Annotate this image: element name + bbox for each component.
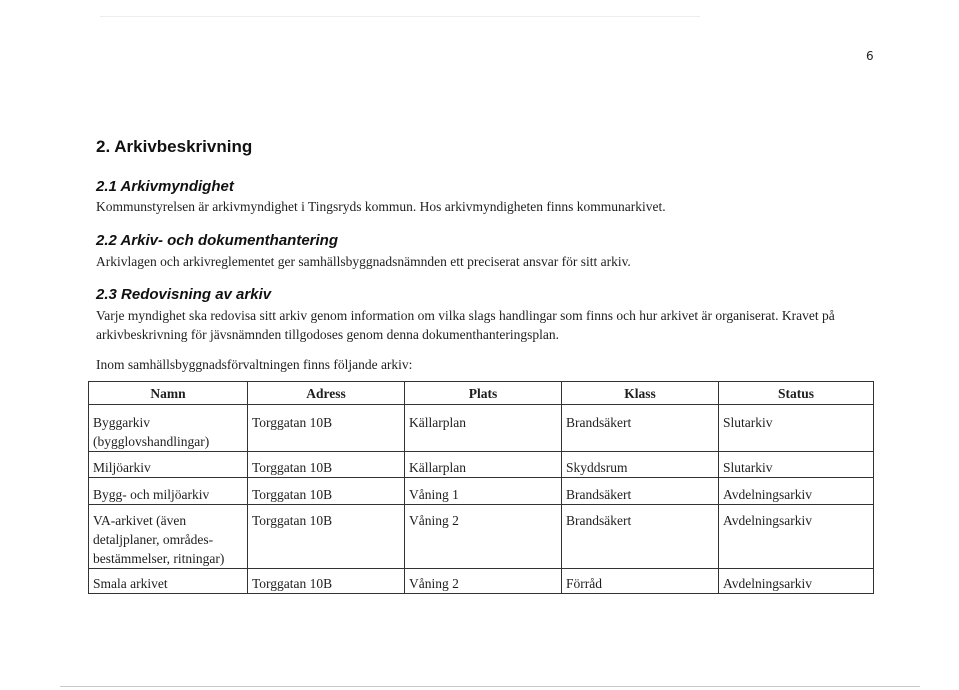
cell-name xyxy=(89,569,248,594)
cell-status: Avdelningsarkiv xyxy=(719,478,874,505)
table-intro: Inom samhällsbyggnadsförvaltningen finns följande arkiv: xyxy=(96,357,413,372)
cell-address: Torggatan 10B xyxy=(248,478,405,505)
paragraph-arkivmyndighet: Kommunstyrelsen är arkivmyndighet i Tingsryds kommun. Hos arkivmyndigheten finns kommunarkivet. xyxy=(96,199,666,214)
cell-name-line: (bygglovshandlingar) xyxy=(93,434,210,449)
cell-status: Slutarkiv xyxy=(719,452,874,478)
cell-place: Våning 2 xyxy=(405,569,562,594)
header-namn: Namn xyxy=(89,382,248,405)
cell-address: Torggatan 10B xyxy=(248,405,405,452)
section-heading: 2. Arkivbeskrivning xyxy=(96,137,253,156)
cell-place: Källarplan xyxy=(405,405,562,452)
cell-class: Brandsäkert xyxy=(562,505,719,569)
header-plats: Plats xyxy=(405,382,562,405)
cell-status: Slutarkiv xyxy=(719,405,874,452)
header-status: Status xyxy=(719,382,874,405)
header-adress: Adress xyxy=(248,382,405,405)
cell-address: Torggatan 10B xyxy=(248,569,405,594)
table-row xyxy=(89,452,874,478)
cell-status: Avdelningsarkiv xyxy=(719,569,874,594)
table-header-row xyxy=(89,382,874,405)
paragraph-dokumenthantering: Arkivlagen och arkivreglementet ger samhällsbyggnadsnämnden ett preciserat ansvar för sitt arkiv. xyxy=(96,254,631,269)
page-number: 6 xyxy=(866,49,874,63)
cell-class: Förråd xyxy=(562,569,719,594)
cell-name xyxy=(89,405,248,452)
cell-place: Källarplan xyxy=(405,452,562,478)
paragraph-redovisning-line2: arkivbeskrivning för jävsnämnden tillgodoses genom denna dokumenthanteringsplan. xyxy=(96,327,560,342)
cell-name-line: Smala arkivet xyxy=(93,576,168,591)
header-klass: Klass xyxy=(562,382,719,405)
subheading-redovisning: 2.3 Redovisning av arkiv xyxy=(96,286,272,303)
subheading-dokumenthantering: 2.2 Arkiv- och dokumenthantering xyxy=(96,232,338,249)
cell-class: Brandsäkert xyxy=(562,405,719,452)
archive-table xyxy=(88,381,874,594)
cell-name-line: Bygg- och miljöarkiv xyxy=(93,487,210,502)
cell-name xyxy=(89,505,248,569)
cell-place: Våning 1 xyxy=(405,478,562,505)
table-row xyxy=(89,569,874,594)
cell-place: Våning 2 xyxy=(405,505,562,569)
table-row xyxy=(89,505,874,569)
cell-name xyxy=(89,452,248,478)
scan-artifact-bottom xyxy=(60,686,920,687)
cell-address: Torggatan 10B xyxy=(248,452,405,478)
cell-name-line: detaljplaner, områdes- xyxy=(93,532,214,547)
paragraph-redovisning-line1: Varje myndighet ska redovisa sitt arkiv genom information om vilka slags handlingar som finns och hur arkivet är organiserat. Kravet på xyxy=(96,308,835,323)
cell-name xyxy=(89,478,248,505)
cell-status: Avdelningsarkiv xyxy=(719,505,874,569)
cell-name-line: Miljöarkiv xyxy=(93,460,151,475)
cell-name-line: Byggarkiv xyxy=(93,415,150,430)
cell-name-line: VA-arkivet (även xyxy=(93,513,187,528)
table-row xyxy=(89,478,874,505)
cell-name-line: bestämmelser, ritningar) xyxy=(93,551,225,566)
subheading-arkivmyndighet: 2.1 Arkivmyndighet xyxy=(96,178,234,195)
scan-artifact-top xyxy=(100,16,700,17)
table-row xyxy=(89,405,874,452)
cell-class: Skyddsrum xyxy=(562,452,719,478)
cell-class: Brandsäkert xyxy=(562,478,719,505)
cell-address: Torggatan 10B xyxy=(248,505,405,569)
